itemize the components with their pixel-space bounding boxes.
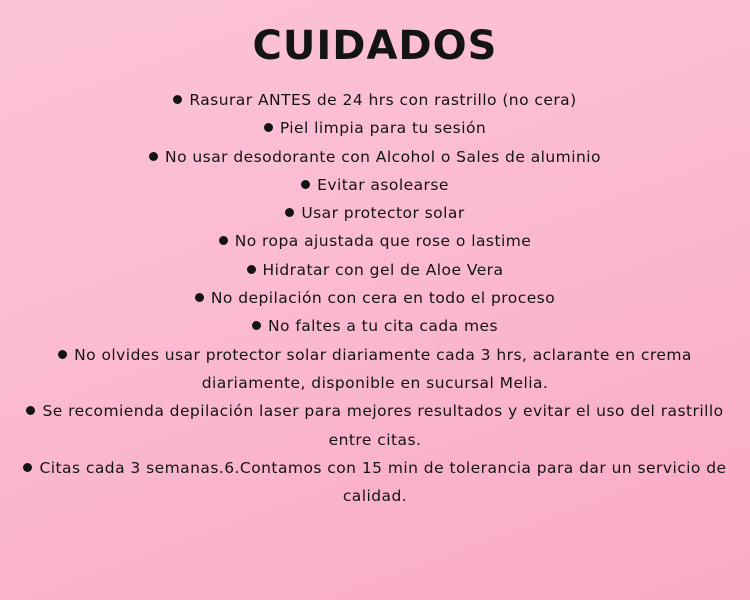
care-list (20, 86, 730, 510)
bullet-icon (195, 293, 204, 302)
list-item-text: Piel limpia para tu sesión (279, 119, 487, 138)
list-item-text: No olvides usar protector solar diariamente cada 3 hrs, aclarante en crema diariamente, disponible en sucursal Melia. (74, 345, 692, 392)
bullet-icon (247, 265, 256, 274)
bullet-icon (219, 236, 228, 245)
list-item-text: Evitar asolearse (317, 175, 449, 194)
bullet-icon (285, 208, 294, 217)
list-item (20, 341, 730, 398)
list-item (20, 227, 730, 255)
list-item-text: No depilación con cera en todo el proceso (210, 289, 556, 308)
list-item-text: Citas cada 3 semanas.6.Contamos con 15 min de tolerancia para dar un servicio de calidad. (39, 458, 727, 506)
bullet-icon (26, 406, 35, 415)
bullet-icon (173, 95, 182, 104)
bullet-icon (23, 463, 32, 472)
list-item (20, 397, 730, 454)
list-item (20, 114, 730, 142)
bullet-icon (301, 180, 310, 189)
list-item-text: No faltes a tu cita cada mes (267, 317, 499, 336)
list-item (20, 171, 730, 199)
list-item-text: Se recomienda depilación laser para mejores resultados y evitar el uso del rastrillo entre citas. (42, 402, 724, 449)
list-item-text: Rasurar ANTES de 24 hrs con rastrillo (no cera) (189, 91, 577, 109)
page-title: CUIDADOS (252, 23, 498, 69)
list-item (20, 454, 730, 511)
bullet-icon (149, 152, 158, 161)
bullet-icon (58, 350, 67, 359)
list-item (20, 312, 730, 340)
list-item-text: No ropa ajustada que rose o lastime (234, 232, 532, 251)
list-item (20, 199, 730, 227)
list-item (20, 284, 730, 312)
list-item (20, 256, 730, 284)
bullet-icon (252, 321, 261, 330)
list-item (20, 143, 730, 171)
list-item-text: Hidratar con gel de Aloe Vera (262, 260, 504, 279)
bullet-icon (264, 123, 273, 132)
list-item (20, 86, 730, 114)
list-item-text: Usar protector solar (301, 204, 465, 223)
list-item-text: No usar desodorante con Alcohol o Sales de aluminio (165, 147, 601, 166)
